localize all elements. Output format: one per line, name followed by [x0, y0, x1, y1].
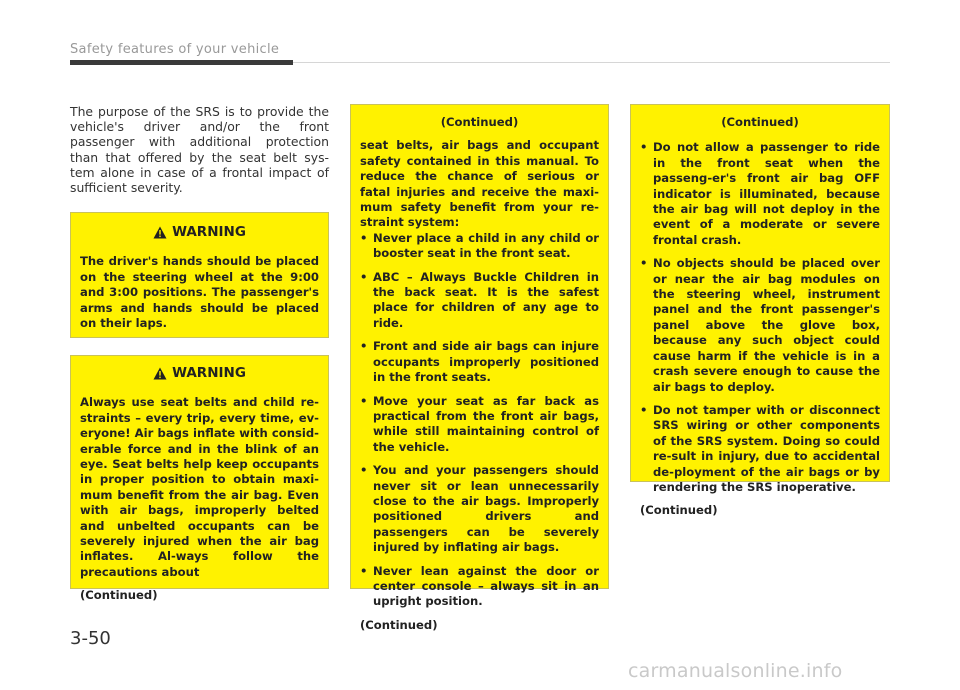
warning-header: [80, 366, 319, 381]
list-item: • No objects should be placed over or near the air bag modules on the steering wheel, instrument panel and the front passenger's panel above the glove box, because any such object could cause harm if the vehicle is in a crash severe enough to cause the air bags to deploy.: [640, 256, 880, 395]
warning-header: [80, 225, 319, 240]
watermark: carmanualsonline.info: [628, 660, 843, 682]
safety-bullet-list: [360, 231, 599, 610]
warning-box-continued-1: [350, 104, 609, 632]
warning-title: WARNING: [172, 365, 246, 381]
header-accent-bar: [70, 60, 293, 65]
page-number: 3-50: [70, 628, 111, 649]
list-item: • Never lean against the door or center console – always sit in an upright position.: [360, 564, 599, 610]
header-rule: [293, 62, 890, 63]
continued-intro: seat belts, air bags and occupant safety contained in this manual. To reduce the chance of serious or fatal injuries and receive the maxi-mum safety benefit from your re-straint system:: [360, 138, 599, 230]
list-item: • Do not allow a passenger to ride in the front seat when the passeng-er's front air bag OFF indicator is illuminated, because the air bag will not deploy in the event of a moderate or severe frontal crash.: [640, 140, 880, 248]
warning-triangle-icon: [153, 226, 167, 239]
warning-text: Always use seat belts and child re-straints – every trip, every time, ev-eryone! Air bags inflate with consid-erable force and in the blink of an eye. Seat belts help keep occupants in proper position to obtain maxi-mum benefit from the air bag. Even with air bags, improperly belted and unbelted occupants can be severely injured when the air bag inflates. Al-ways follow the precautions about: [80, 395, 319, 579]
warning-box-hand-position: [70, 212, 329, 338]
intro-paragraph: The purpose of the SRS is to provide the vehicle's driver and/or the front passenger with additional protection than that offered by the seat belt sys-tem alone in case of a frontal impact of sufficient severity.: [70, 104, 329, 196]
warning-triangle-icon: [153, 367, 167, 380]
warning-box-seat-belts: [70, 355, 329, 603]
warning-box-continued-2: [630, 104, 890, 518]
continued-label: (Continued): [360, 617, 438, 632]
continued-label: (Continued): [640, 503, 718, 518]
list-item: • You and your passengers should never sit or lean unnecessarily close to the air bags. Improperly positioned drivers and passengers can be severely injured by inflating air bags.: [360, 463, 599, 555]
list-item: • Never place a child in any child or booster seat in the front seat.: [360, 231, 599, 262]
safety-bullet-list: [640, 140, 880, 495]
continued-label: (Continued): [80, 588, 158, 603]
warning-title: WARNING: [172, 224, 246, 240]
continued-heading: (Continued): [721, 115, 799, 129]
warning-text: The driver's hands should be placed on the steering wheel at the 9:00 and 3:00 positions. The passenger's arms and hands should be placed on their laps.: [80, 254, 319, 331]
list-item: • Front and side air bags can injure occupants improperly positioned in the front seats.: [360, 339, 599, 385]
list-item: • ABC – Always Buckle Children in the back seat. It is the safest place for children of any age to ride.: [360, 270, 599, 332]
list-item: • Do not tamper with or disconnect SRS wiring or other components of the SRS system. Doing so could re-sult in injury, due to accidental de-ployment of the air bags or by rendering the SRS inoperative.: [640, 403, 880, 495]
continued-heading: (Continued): [440, 115, 519, 129]
section-title: Safety features of your vehicle: [70, 42, 280, 57]
list-item: • Move your seat as far back as practical from the front air bags, while still maintaining control of the vehicle.: [360, 394, 599, 456]
